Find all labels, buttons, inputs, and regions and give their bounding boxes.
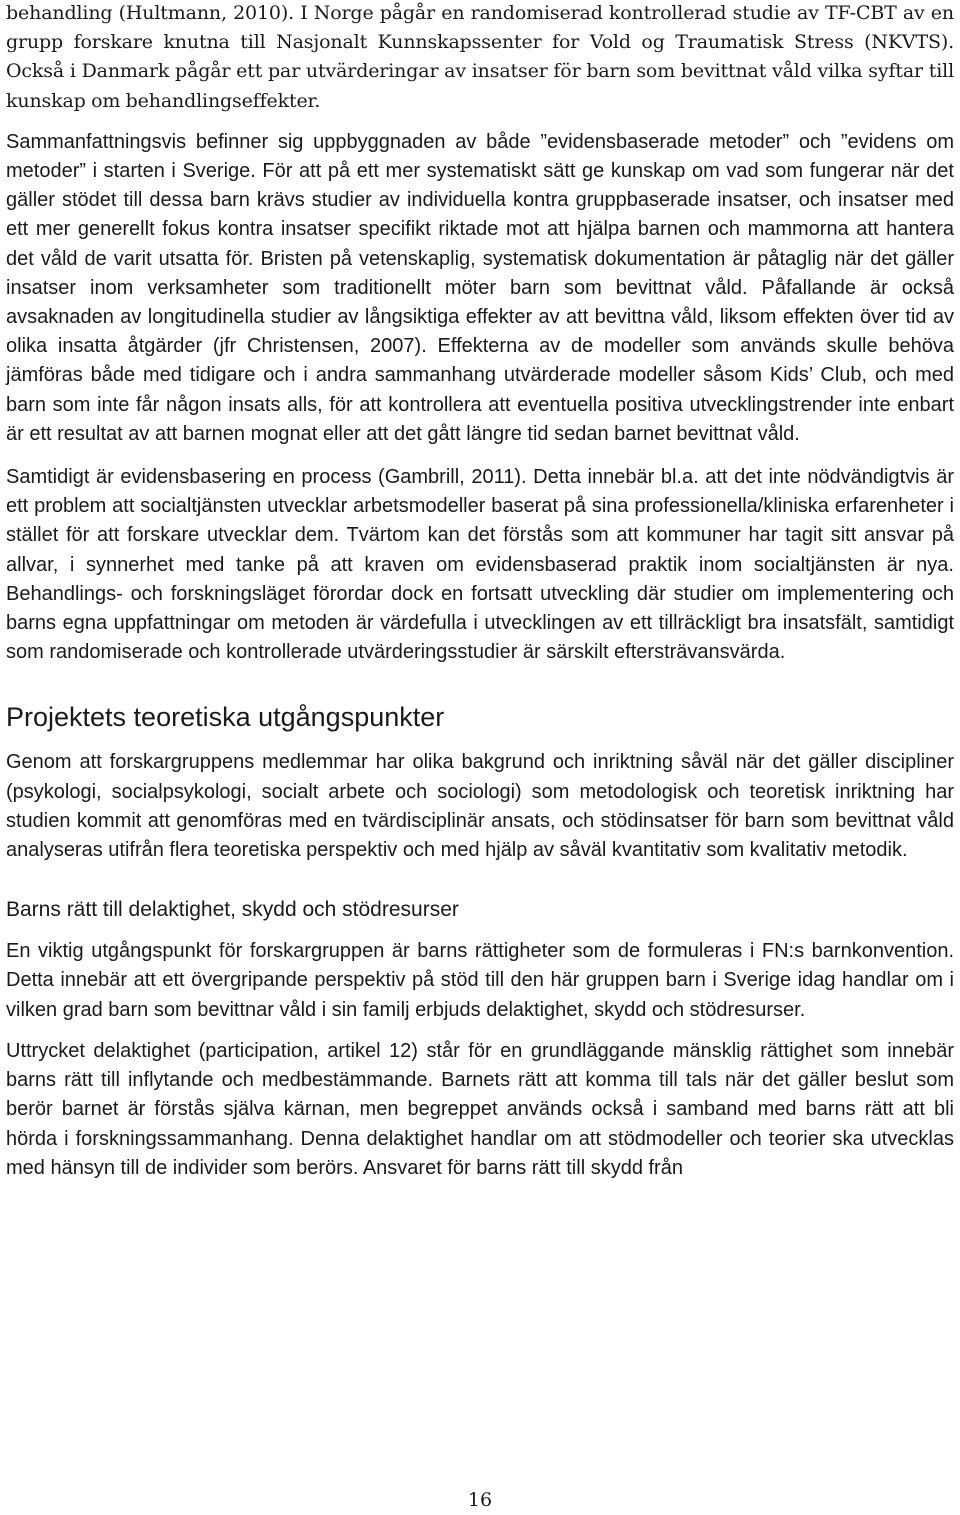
subsection-heading: Barns rätt till delaktighet, skydd och stödresurser (6, 898, 459, 922)
section-heading: Projektets teoretiska utgångspunkter (6, 702, 445, 733)
paragraph-theory: Genom att forskargruppens medlemmar har olika bakgrund och inriktning såväl när det gäller discipliner (psykologi, socialpsykologi, socialt arbete och sociologi) som metodologisk och teoretisk inriktning har studien kommit att genomföras med en tvärdisciplinär ansats, och stödinsatser för barn som bevittnat våld analyseras utifrån flera teoretiska perspektiv och med hjälp av såväl kvantitativ som kvalitativ metodik. (6, 751, 954, 862)
page-number: 16 (467, 1489, 493, 1511)
paragraph-rights: En viktig utgångspunkt för forskargruppen är barns rättigheter som de formuleras i FN:s barnkonvention. Detta innebär att ett övergripande perspektiv på stöd till den här gruppen barn i Sverige idag handlar om i vilken grad barn som bevittnar våld i sin familj erbjuds delaktighet, skydd och stödresurser. (6, 940, 954, 1021)
paragraph-participation: Uttrycket delaktighet (participation, artikel 12) står för en grundläggande mänsklig rättighet som innebär barns rätt till inflytande och medbestämmande. Barnets rätt att komma till tals när det gäller beslut som berör barnet är förstås själva kärnan, men begreppet används också i samband med barns rätt att bli hörda i forskningssammanhang. Denna delaktighet handlar om att stödmodeller och teorier ska utvecklas med hänsyn till de individer som berörs. Ansvaret för barns rätt till skydd från (6, 1039, 954, 1179)
paragraph-summary: Sammanfattningsvis befinner sig uppbyggnaden av både ”evidensbaserade metoder” och ”evidens om metoder” i starten i Sverige. För att på ett mer systematiskt sätt ge kunskap om vad som fungerar när det gäller stödet till dessa barn krävs studier av individuella kontra gruppbaserade insatser, och insatser med ett mer generellt fokus kontra insatser specifikt riktade mot att hjälpa barnen och mammorna att hantera det våld de varit utsatta för. Bristen på vetenskaplig, systematisk dokumentation är påtaglig när det gäller insatser inom verksamheter som traditionellt möter barn som bevittnat våld. Påfallande är också avsaknaden av longitudinella studier av långsiktiga effekter av att bevittna våld, liksom effekten över tid av olika insatta åtgärder (jfr Christensen, 2007). Effekterna av de modeller som används skulle behöva jämföras både med tidigare och i andra sammanhang utvärderade modeller såsom Kids’ Club, och med barn som inte får någon insats alls, för att kontrollera att eventuella positiva utvecklingstrender inte enbart är ett resultat av att barnen mognat eller att det gått längre tid sedan barnet bevittnat våld. (6, 130, 954, 445)
paragraph-evidence-process: Samtidigt är evidensbasering en process (Gambrill, 2011). Detta innebär bl.a. att det inte nödvändigtvis är ett problem att socialtjänsten utvecklar arbetsmodeller baserat på sina professionella/kliniska erfarenheter i stället för att forskare utvecklar dem. Tvärtom kan det förstås som att kommuner har tagit sitt ansvar på allvar, i synnerhet med tanke på att kraven om evidensbaserad praktik inom socialtjänsten är nya. Behandlings- och forskningsläget förordar dock en fortsatt utveckling där studier om implementering och barns egna uppfattningar om metoden är värdefulla i utvecklingen av ett tillräckligt bra insatsfält, samtidigt som randomiserade och kontrollerade utvärderingsstudier är särskilt eftersträvansvärda. (6, 466, 954, 664)
paragraph-intro: behandling (Hultmann, 2010). I Norge pågår en randomiserad kontrollerad studie av TF-CBT av en grupp forskare knutna till Nasjonalt Kunnskapssenter for Vold og Traumatisk Stress (NKVTS). Också i Danmark pågår ett par utvärderingar av insatser för barn som bevittnat våld vilka syftar till kunskap om behandlingseffekter. (6, 2, 954, 112)
